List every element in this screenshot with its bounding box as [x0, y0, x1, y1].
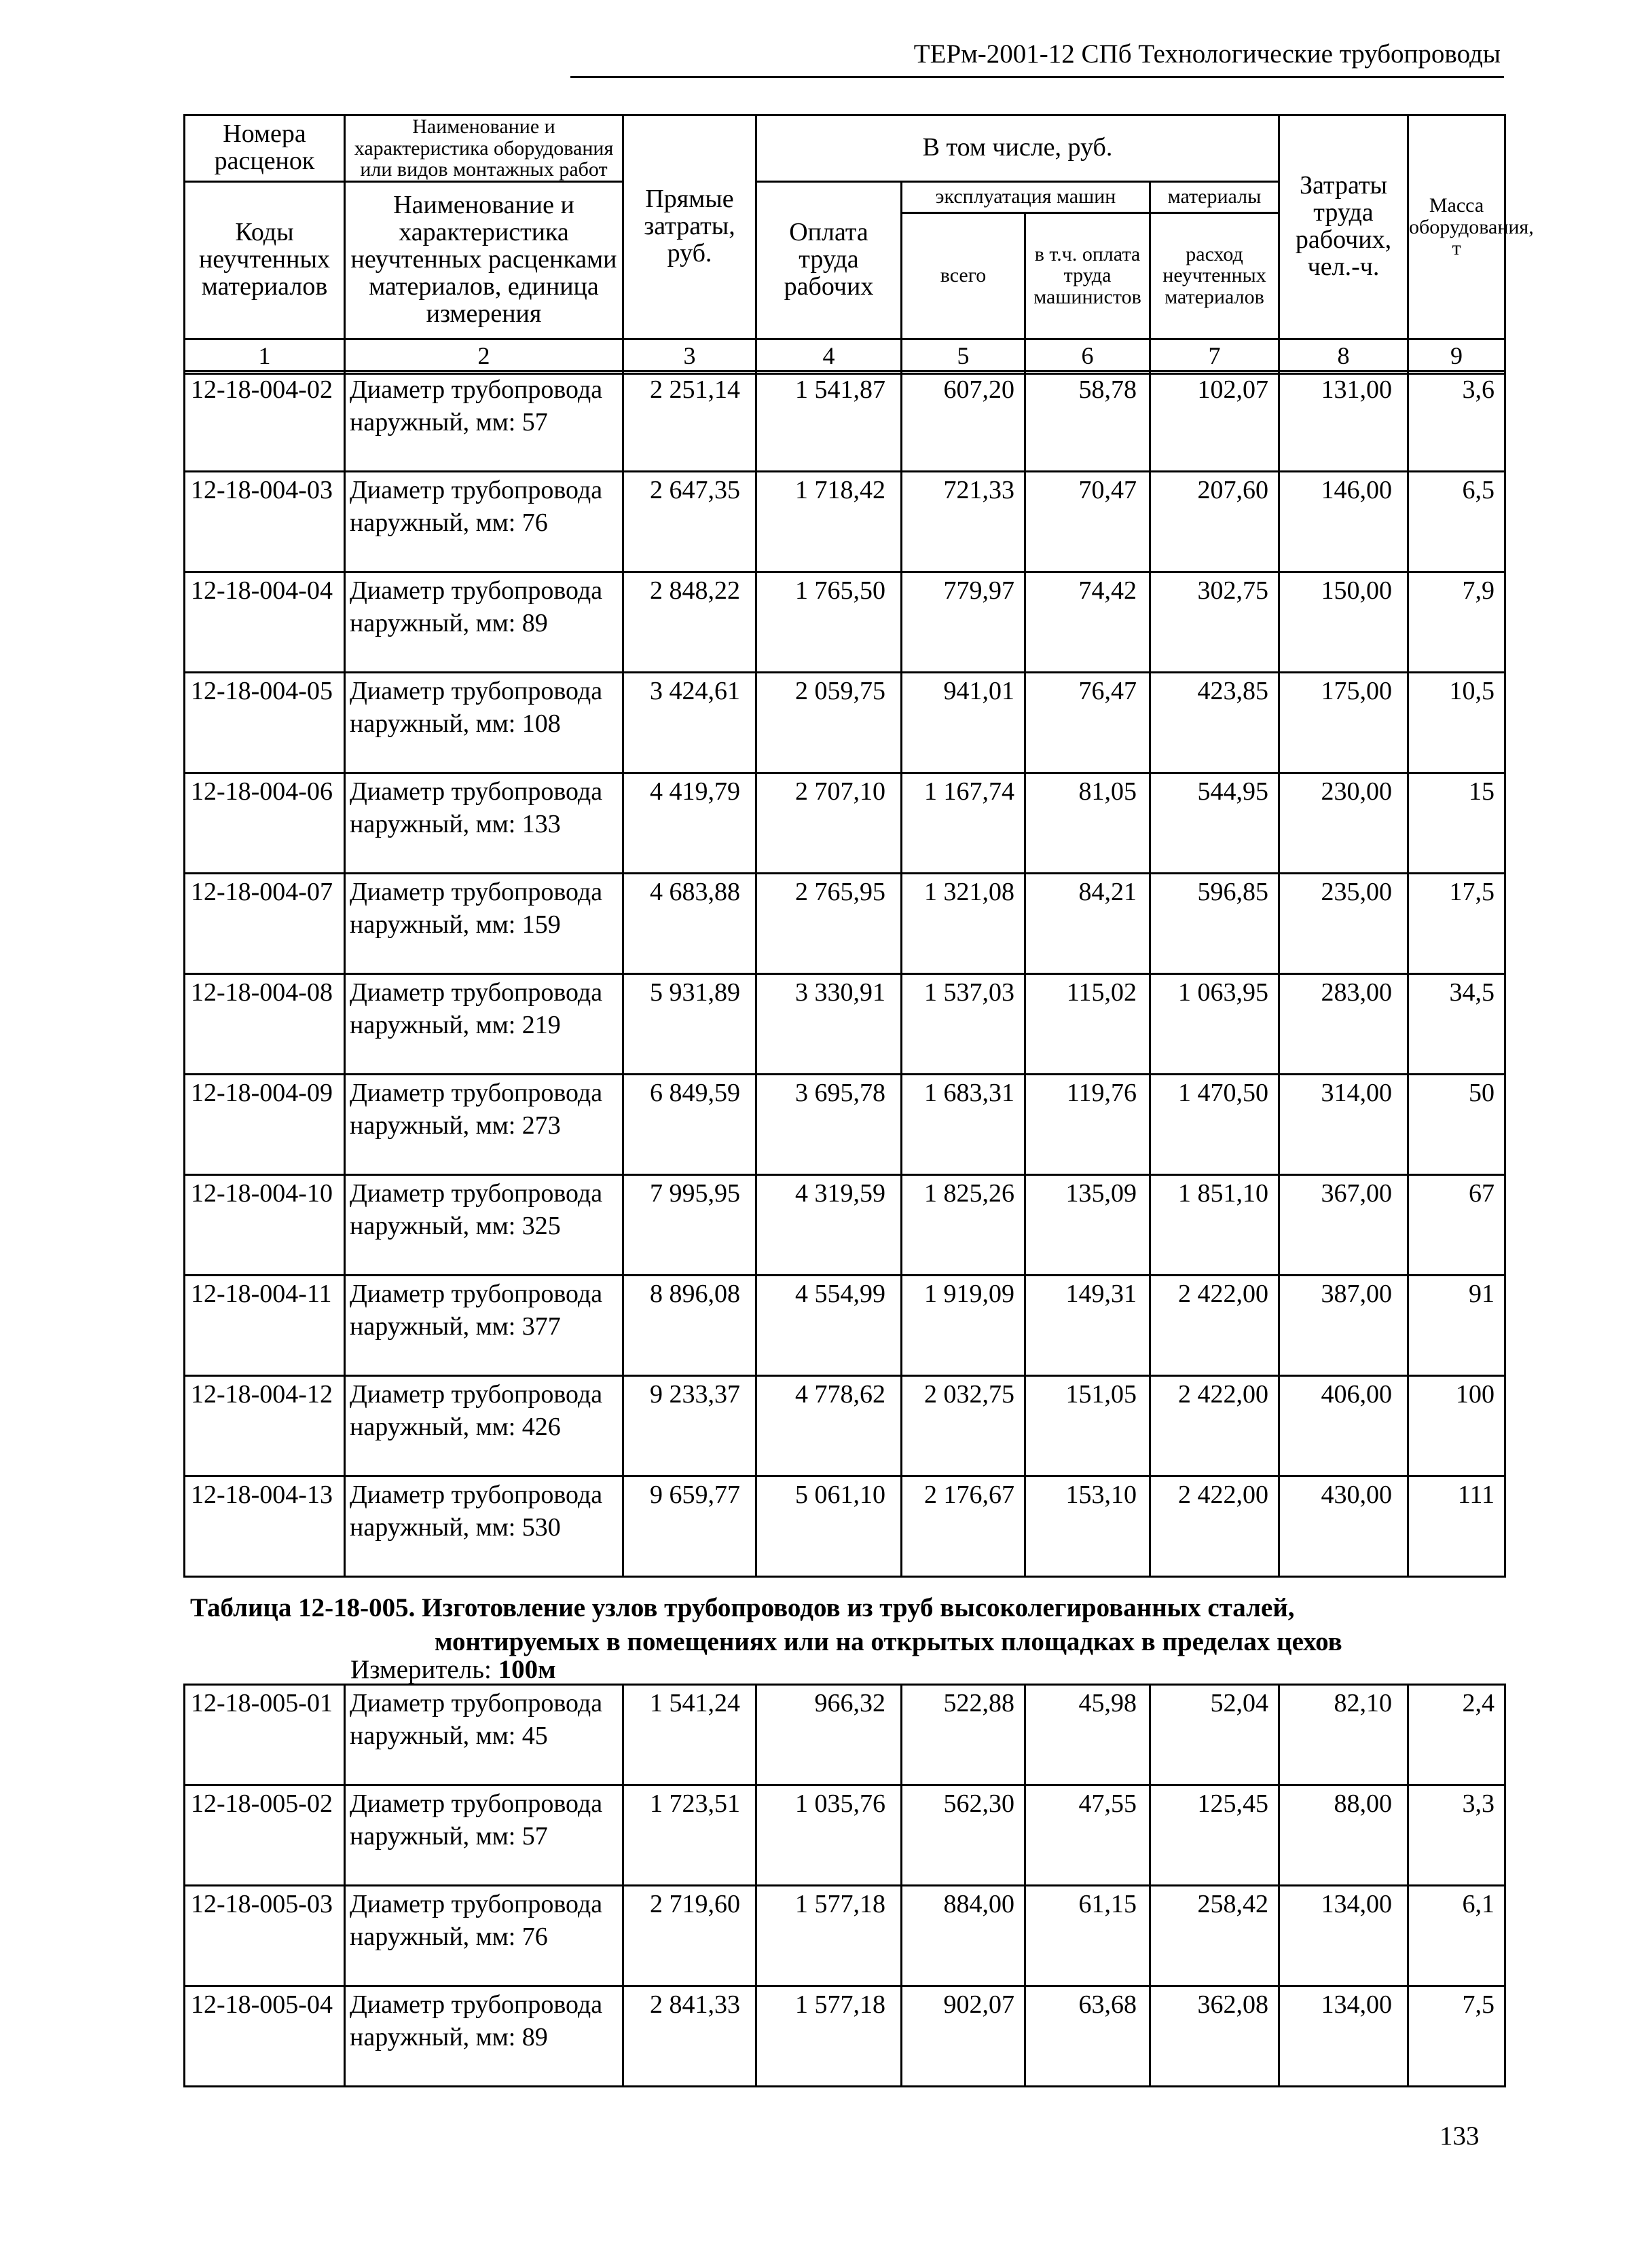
- table-row: [185, 874, 1505, 974]
- unit-value: 100м: [498, 1655, 556, 1684]
- materials-cell: 1 851,10: [1150, 1175, 1279, 1276]
- mass-cell: 6,1: [1408, 1886, 1505, 1986]
- work-name-cell: Диаметр трубопровода наружный, мм: 219: [345, 974, 623, 1075]
- machine-total-cell: 779,97: [902, 572, 1025, 673]
- machine-total-cell: 1 321,08: [902, 874, 1025, 974]
- page-header-title: ТЕРм-2001-12 СПб Технологические трубопроводы: [913, 39, 1501, 69]
- header-rule: [570, 76, 1504, 78]
- mass-cell: 3,6: [1408, 371, 1505, 472]
- table-row: [185, 1986, 1505, 2087]
- unit-label: Измеритель:: [350, 1655, 492, 1684]
- work-name-cell: Диаметр трубопровода наружный, мм: 273: [345, 1075, 623, 1175]
- labor-costs-cell: 430,00: [1279, 1476, 1408, 1577]
- table-caption: [190, 1591, 1480, 1659]
- labor-costs-cell: 88,00: [1279, 1785, 1408, 1886]
- labor-costs-cell: 82,10: [1279, 1685, 1408, 1785]
- table-row: [185, 1376, 1505, 1476]
- machine-total-cell: 1 167,74: [902, 773, 1025, 874]
- machinist-pay-cell: 151,05: [1025, 1376, 1150, 1476]
- direct-costs-cell: 9 659,77: [623, 1476, 756, 1577]
- labor-pay-cell: 1 577,18: [756, 1986, 902, 2087]
- machinist-pay-cell: 74,42: [1025, 572, 1150, 673]
- column-number: 2: [345, 339, 623, 373]
- labor-costs-cell: 230,00: [1279, 773, 1408, 874]
- direct-costs-cell: 9 233,37: [623, 1376, 756, 1476]
- direct-costs-cell: 7 995,95: [623, 1175, 756, 1276]
- machinist-pay-cell: 58,78: [1025, 371, 1150, 472]
- mass-cell: 67: [1408, 1175, 1505, 1276]
- mass-cell: 3,3: [1408, 1785, 1505, 1886]
- rate-code-cell: 12-18-004-05: [185, 673, 345, 773]
- column-number: 7: [1150, 339, 1279, 373]
- labor-costs-cell: 406,00: [1279, 1376, 1408, 1476]
- labor-pay-cell: 2 707,10: [756, 773, 902, 874]
- materials-cell: 125,45: [1150, 1785, 1279, 1886]
- materials-cell: 2 422,00: [1150, 1276, 1279, 1376]
- rate-code-cell: 12-18-004-02: [185, 371, 345, 472]
- labor-costs-cell: 146,00: [1279, 472, 1408, 572]
- machinist-pay-cell: 119,76: [1025, 1075, 1150, 1175]
- labor-pay-cell: 4 554,99: [756, 1276, 902, 1376]
- direct-costs-cell: 4 683,88: [623, 874, 756, 974]
- labor-costs-cell: 387,00: [1279, 1276, 1408, 1376]
- rate-code-cell: 12-18-005-02: [185, 1785, 345, 1886]
- table-row: [185, 1785, 1505, 1886]
- column-number: 8: [1279, 339, 1408, 373]
- column-number: 6: [1025, 339, 1150, 373]
- column-number: 3: [623, 339, 756, 373]
- machinist-pay-cell: 45,98: [1025, 1685, 1150, 1785]
- machine-total-cell: 902,07: [902, 1986, 1025, 2087]
- labor-pay-cell: 3 695,78: [756, 1075, 902, 1175]
- work-name-cell: Диаметр трубопровода наружный, мм: 57: [345, 1785, 623, 1886]
- machine-total-cell: 562,30: [902, 1785, 1025, 1886]
- caption-line-1: Таблица 12-18-005. Изготовление узлов трубопроводов из труб высоколегированных сталей,: [190, 1593, 1295, 1622]
- machinist-pay-cell: 70,47: [1025, 472, 1150, 572]
- work-name-cell: Диаметр трубопровода наружный, мм: 377: [345, 1276, 623, 1376]
- header-labor-pay: Оплата труда рабочих: [756, 181, 902, 339]
- materials-cell: 52,04: [1150, 1685, 1279, 1785]
- rates-table-004: [183, 370, 1506, 1578]
- labor-costs-cell: 134,00: [1279, 1886, 1408, 1986]
- direct-costs-cell: 2 841,33: [623, 1986, 756, 2087]
- work-name-cell: Диаметр трубопровода наружный, мм: 325: [345, 1175, 623, 1276]
- materials-cell: 258,42: [1150, 1886, 1279, 1986]
- machinist-pay-cell: 153,10: [1025, 1476, 1150, 1577]
- header-labor-costs: Затраты труда рабочих, чел.-ч.: [1279, 115, 1408, 339]
- machine-total-cell: 1 919,09: [902, 1276, 1025, 1376]
- work-name-cell: Диаметр трубопровода наружный, мм: 426: [345, 1376, 623, 1476]
- column-number: 5: [902, 339, 1025, 373]
- column-header-table: [183, 114, 1534, 375]
- header-name-top: Наименование и характеристика оборудования или видов монтажных работ: [345, 115, 623, 182]
- column-number: 4: [756, 339, 902, 373]
- labor-pay-cell: 4 778,62: [756, 1376, 902, 1476]
- machinist-pay-cell: 81,05: [1025, 773, 1150, 874]
- mass-cell: 15: [1408, 773, 1505, 874]
- header-unaccounted-materials: расход неучтенных материалов: [1150, 212, 1279, 339]
- rate-code-cell: 12-18-004-04: [185, 572, 345, 673]
- table-row: [185, 472, 1505, 572]
- table-row: [185, 371, 1505, 472]
- header-codes-unaccounted: Коды неучтенных материалов: [185, 181, 345, 339]
- direct-costs-cell: 2 251,14: [623, 371, 756, 472]
- work-name-cell: Диаметр трубопровода наружный, мм: 108: [345, 673, 623, 773]
- direct-costs-cell: 1 541,24: [623, 1685, 756, 1785]
- machine-total-cell: 607,20: [902, 371, 1025, 472]
- direct-costs-cell: 8 896,08: [623, 1276, 756, 1376]
- direct-costs-cell: 3 424,61: [623, 673, 756, 773]
- column-number: 9: [1408, 339, 1505, 373]
- labor-pay-cell: 1 718,42: [756, 472, 902, 572]
- labor-pay-cell: 4 319,59: [756, 1175, 902, 1276]
- mass-cell: 7,9: [1408, 572, 1505, 673]
- labor-costs-cell: 367,00: [1279, 1175, 1408, 1276]
- work-name-cell: Диаметр трубопровода наружный, мм: 159: [345, 874, 623, 974]
- materials-cell: 102,07: [1150, 371, 1279, 472]
- labor-costs-cell: 314,00: [1279, 1075, 1408, 1175]
- rate-code-cell: 12-18-004-13: [185, 1476, 345, 1577]
- direct-costs-cell: 4 419,79: [623, 773, 756, 874]
- labor-costs-cell: 175,00: [1279, 673, 1408, 773]
- machine-total-cell: 884,00: [902, 1886, 1025, 1986]
- labor-pay-cell: 1 035,76: [756, 1785, 902, 1886]
- rate-code-cell: 12-18-005-03: [185, 1886, 345, 1986]
- header-machine-total: всего: [902, 212, 1025, 339]
- machinist-pay-cell: 149,31: [1025, 1276, 1150, 1376]
- materials-cell: 302,75: [1150, 572, 1279, 673]
- machine-total-cell: 1 825,26: [902, 1175, 1025, 1276]
- labor-costs-cell: 150,00: [1279, 572, 1408, 673]
- rate-code-cell: 12-18-004-10: [185, 1175, 345, 1276]
- labor-costs-cell: 131,00: [1279, 371, 1408, 472]
- work-name-cell: Диаметр трубопровода наружный, мм: 89: [345, 572, 623, 673]
- direct-costs-cell: 1 723,51: [623, 1785, 756, 1886]
- materials-cell: 207,60: [1150, 472, 1279, 572]
- rate-code-cell: 12-18-005-04: [185, 1986, 345, 2087]
- header-rate-numbers: Номера расценок: [185, 115, 345, 182]
- machinist-pay-cell: 115,02: [1025, 974, 1150, 1075]
- direct-costs-cell: 6 849,59: [623, 1075, 756, 1175]
- labor-pay-cell: 5 061,10: [756, 1476, 902, 1577]
- machine-total-cell: 1 683,31: [902, 1075, 1025, 1175]
- mass-cell: 2,4: [1408, 1685, 1505, 1785]
- table-row: [185, 1276, 1505, 1376]
- materials-cell: 544,95: [1150, 773, 1279, 874]
- header-machinist-pay: в т.ч. оплата труда машинистов: [1025, 212, 1150, 339]
- header-machine-operation: эксплуатация машин: [902, 181, 1150, 212]
- mass-cell: 50: [1408, 1075, 1505, 1175]
- header-name-bottom: Наименование и характеристика неучтенных расценками материалов, единица измерения: [345, 181, 623, 339]
- table-row: [185, 1685, 1505, 1785]
- direct-costs-cell: 2 647,35: [623, 472, 756, 572]
- table-row: [185, 673, 1505, 773]
- mass-cell: 91: [1408, 1276, 1505, 1376]
- labor-pay-cell: 2 765,95: [756, 874, 902, 974]
- unit-of-measure: [350, 1655, 556, 1685]
- materials-cell: 2 422,00: [1150, 1376, 1279, 1476]
- mass-cell: 100: [1408, 1376, 1505, 1476]
- direct-costs-cell: 2 848,22: [623, 572, 756, 673]
- rate-code-cell: 12-18-004-08: [185, 974, 345, 1075]
- mass-cell: 111: [1408, 1476, 1505, 1577]
- mass-cell: 7,5: [1408, 1986, 1505, 2087]
- work-name-cell: Диаметр трубопровода наружный, мм: 76: [345, 1886, 623, 1986]
- column-number: 1: [185, 339, 345, 373]
- machine-total-cell: 522,88: [902, 1685, 1025, 1785]
- work-name-cell: Диаметр трубопровода наружный, мм: 45: [345, 1685, 623, 1785]
- labor-pay-cell: 1 765,50: [756, 572, 902, 673]
- materials-cell: 596,85: [1150, 874, 1279, 974]
- machinist-pay-cell: 84,21: [1025, 874, 1150, 974]
- direct-costs-cell: 5 931,89: [623, 974, 756, 1075]
- labor-pay-cell: 1 577,18: [756, 1886, 902, 1986]
- header-materials: материалы: [1150, 181, 1279, 212]
- direct-costs-cell: 2 719,60: [623, 1886, 756, 1986]
- machine-total-cell: 2 176,67: [902, 1476, 1025, 1577]
- labor-pay-cell: 1 541,87: [756, 371, 902, 472]
- rate-code-cell: 12-18-004-11: [185, 1276, 345, 1376]
- table-row: [185, 572, 1505, 673]
- work-name-cell: Диаметр трубопровода наружный, мм: 76: [345, 472, 623, 572]
- work-name-cell: Диаметр трубопровода наружный, мм: 57: [345, 371, 623, 472]
- mass-cell: 17,5: [1408, 874, 1505, 974]
- materials-cell: 1 063,95: [1150, 974, 1279, 1075]
- machinist-pay-cell: 47,55: [1025, 1785, 1150, 1886]
- labor-costs-cell: 134,00: [1279, 1986, 1408, 2087]
- rates-table-005: [183, 1684, 1506, 2087]
- mass-cell: 6,5: [1408, 472, 1505, 572]
- machinist-pay-cell: 76,47: [1025, 673, 1150, 773]
- machinist-pay-cell: 135,09: [1025, 1175, 1150, 1276]
- machine-total-cell: 1 537,03: [902, 974, 1025, 1075]
- work-name-cell: Диаметр трубопровода наружный, мм: 530: [345, 1476, 623, 1577]
- mass-cell: 34,5: [1408, 974, 1505, 1075]
- materials-cell: 1 470,50: [1150, 1075, 1279, 1175]
- table-row: [185, 773, 1505, 874]
- work-name-cell: Диаметр трубопровода наружный, мм: 133: [345, 773, 623, 874]
- header-equipment-mass: Масса оборудования, т: [1408, 115, 1505, 339]
- machine-total-cell: 2 032,75: [902, 1376, 1025, 1476]
- work-name-cell: Диаметр трубопровода наружный, мм: 89: [345, 1986, 623, 2087]
- mass-cell: 10,5: [1408, 673, 1505, 773]
- table-row: [185, 1175, 1505, 1276]
- machinist-pay-cell: 63,68: [1025, 1986, 1150, 2087]
- labor-pay-cell: 2 059,75: [756, 673, 902, 773]
- materials-cell: 423,85: [1150, 673, 1279, 773]
- caption-line-2: монтируемых в помещениях или на открытых площадках в пределах цехов: [435, 1627, 1342, 1656]
- header-direct-costs: Прямые затраты, руб.: [623, 115, 756, 339]
- labor-costs-cell: 235,00: [1279, 874, 1408, 974]
- table-row: [185, 1075, 1505, 1175]
- rate-code-cell: 12-18-005-01: [185, 1685, 345, 1785]
- table-row: [185, 974, 1505, 1075]
- rate-code-cell: 12-18-004-07: [185, 874, 345, 974]
- rate-code-cell: 12-18-004-03: [185, 472, 345, 572]
- rate-code-cell: 12-18-004-12: [185, 1376, 345, 1476]
- rate-code-cell: 12-18-004-06: [185, 773, 345, 874]
- page-number: 133: [1440, 2121, 1480, 2151]
- labor-pay-cell: 966,32: [756, 1685, 902, 1785]
- labor-pay-cell: 3 330,91: [756, 974, 902, 1075]
- labor-costs-cell: 283,00: [1279, 974, 1408, 1075]
- materials-cell: 362,08: [1150, 1986, 1279, 2087]
- machine-total-cell: 941,01: [902, 673, 1025, 773]
- materials-cell: 2 422,00: [1150, 1476, 1279, 1577]
- machine-total-cell: 721,33: [902, 472, 1025, 572]
- header-including: В том числе, руб.: [756, 115, 1279, 182]
- table-row: [185, 1886, 1505, 1986]
- rate-code-cell: 12-18-004-09: [185, 1075, 345, 1175]
- table-row: [185, 1476, 1505, 1577]
- machinist-pay-cell: 61,15: [1025, 1886, 1150, 1986]
